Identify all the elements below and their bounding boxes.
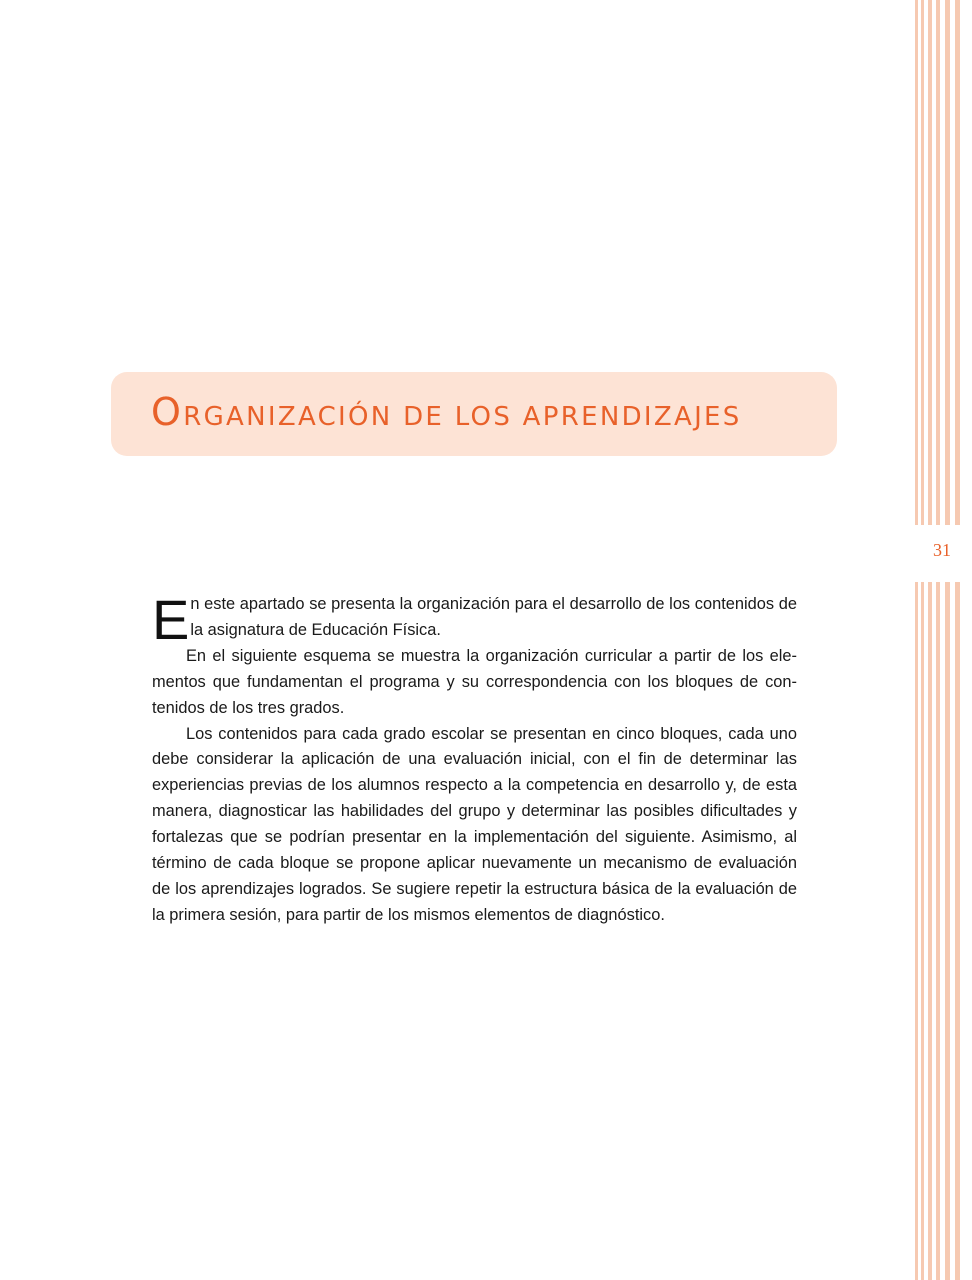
dropcap: E [152, 588, 190, 651]
paragraph: En el siguiente esquema se muestra la organización curricular a partir de los elementos que fundamentan el programa y su correspondencia con los bloques de contenidos de los tres grados. [152, 646, 797, 717]
section-title-rest: RGANIZACIÓN DE LOS APRENDIZAJES [183, 402, 742, 432]
section-title-band [111, 372, 837, 456]
margin-stripe [921, 0, 924, 1280]
margin-stripe [945, 0, 950, 1280]
margin-stripe [915, 0, 918, 1280]
body-text [152, 588, 797, 929]
page-number: 31 [933, 540, 951, 560]
margin-stripes [912, 0, 972, 1280]
paragraph-intro [152, 588, 797, 651]
margin-stripe [936, 0, 940, 1280]
section-title [151, 390, 742, 434]
margin-stripe [928, 0, 932, 1280]
paragraph-text: n este apartado se presenta la organización para el desarrollo de los contenidos de la asignatura de Educación Física. [190, 595, 797, 639]
section-title-initial: O [151, 390, 184, 434]
paragraph: Los contenidos para cada grado escolar se presentan en cinco bloques, cada uno debe considerar la aplicación de una evaluación inicial, con el fin de determinar las experiencias previas de los alumnos respecto a la competencia en desarrollo y, de esta manera, diagnosticar las habilidades del grupo y determinar las posibles dificultades y fortalezas que se podrían presentar en la implementación del siguiente. Asimismo, al término de cada bloque se propone aplicar nuevamente un mecanismo de evaluación de los aprendizajes logrados. Se sugiere repetir la estructura básica de la evaluación de la primera sesión, para partir de los mismos elementos de diagnóstico. [152, 724, 797, 924]
margin-stripe [955, 0, 960, 1280]
